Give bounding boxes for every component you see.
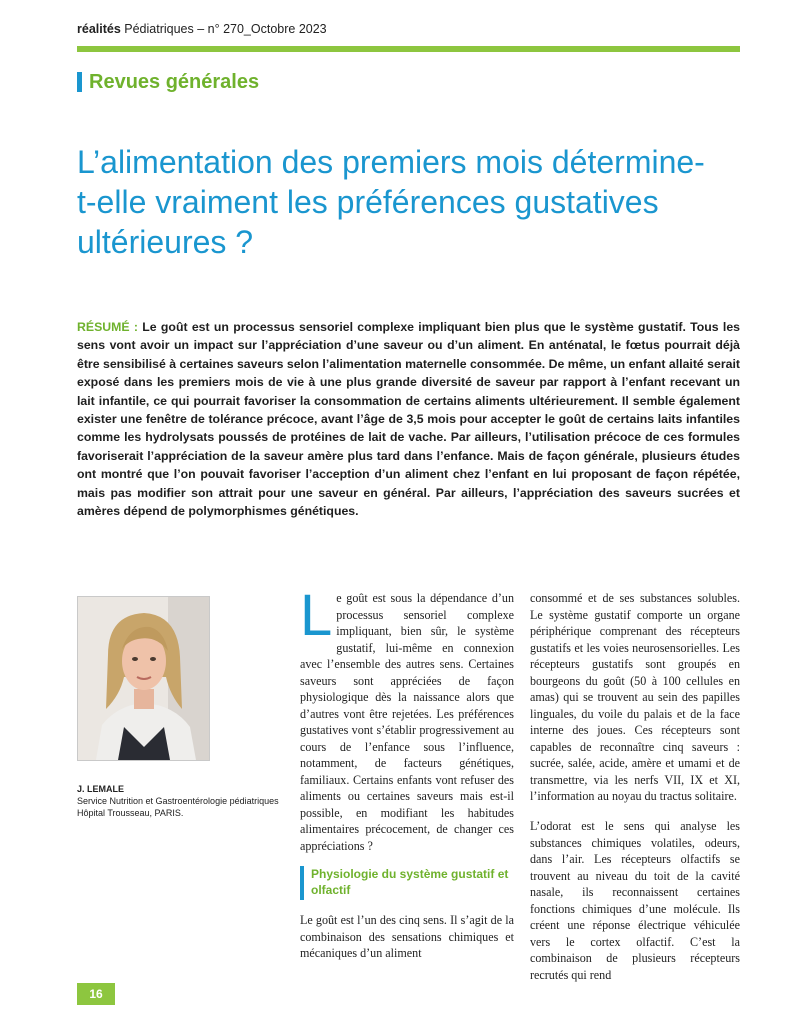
abstract: [77, 318, 740, 520]
author-affiliation-1: Service Nutrition et Gastroentérologie pédiatriques: [77, 796, 279, 806]
body-column-2-continued: [530, 818, 740, 983]
page-number: 16: [77, 983, 115, 1005]
author-portrait-image: [78, 597, 209, 760]
abstract-label: RÉSUMÉ :: [77, 320, 138, 334]
author-affiliation-2: Hôpital Trousseau, PARIS.: [77, 808, 184, 818]
subsection-marker: [300, 866, 304, 900]
body-paragraph: consommé et de ses substances solubles. Le système gustatif comporte un organe périphérique comprenant des récepteurs gustatifs et les voies neurosensorielles. Les récepteurs gustatifs sont groupés en bourgeons du goût (50 à 100 cellules en amas) qui se trouvent au sein des papilles linguales, du voile du palais et de la face interne des joues. Ces récepteurs sont capables de reconnaître cinq saveurs : sucrée, salée, acide, amère et umami et de transmettre, via les nerfs VII, IX et XI, l’information au noyau du tractus solitaire.: [530, 591, 740, 803]
paragraph-text: e goût est sous la dépendance d’un processus sensoriel complexe impliquant, bien sûr, le système gustatif, lui-même en connexion avec l’ensemble des autres sens. Certaines saveurs sont appréciées de façon physiologique dès la naissance alors que d’autres vont être rejetées. Les préférences gustatives vont s’établir progressivement au cours de l’enfance sous l’influence, notamment, de facteurs génétiques, familiaux. Certains enfants vont refuser des aliments ou certaines saveurs mais est-il possible, en modifiant les habitudes alimentaires précocement, de changer ces appréciations ?: [300, 591, 514, 853]
subsection-title: Physiologie du système gustatif et olfactif: [311, 867, 509, 897]
body-paragraph: Le goût est l’un des cinq sens. Il s’agit de la combinaison des sensations chimiques et mécaniques d’un aliment: [300, 913, 514, 960]
body-column-1-continued: [300, 912, 514, 962]
section-label: Revues générales: [89, 70, 260, 93]
drop-cap: L: [300, 583, 333, 648]
top-accent-bar: [77, 46, 740, 52]
abstract-text: Le goût est un processus sensoriel complexe impliquant bien plus que le système gustatif. Tous les sens vont avoir un impact sur l’appréciation d’une saveur ou d’un aliment. En anténatal, le fœtus pourrait déjà être sensibilisé à certaines saveurs selon l’alimentation maternelle consommée. De même, un enfant allaité serait exposé dans les premiers mois de vie à une plus grande diversité de saveur par rapport à l’enfant recevant un lait infantile, ce qui pourrait favoriser la consommation de certains aliments ultérieurement. Il semble également exister une fenêtre de tolérance précoce, avant l’âge de 3,5 mois pour accepter le goût de certains laits infantiles comme les hydrolysats poussés de protéines de lait de vache. Par ailleurs, l’utilisation précoce de ces formules favoriserait l’appréciation de la saveur amère plus tard dans l’enfance. Mais de façon générale, plusieurs études ont montré que l’on pouvait favoriser l’acception d’un aliment chez l’enfant en lui proposant de façon répétée, mais pas modifier son attrait pour une saveur en général. Par ailleurs, l’appréciation des saveurs sucrées et amères dépend de polymorphismes génétiques.: [77, 320, 740, 519]
author-block: [77, 783, 279, 819]
article-title: L’alimentation des premiers mois détermine-t-elle vraiment les préférences gustatives ultérieures ?: [77, 144, 705, 260]
issue-info: Pédiatriques – n° 270_Octobre 2023: [124, 22, 327, 36]
body-column-1: [300, 583, 514, 854]
author-photo: [77, 596, 210, 761]
author-name: J. LEMALE: [77, 784, 125, 794]
journal-name: réalités: [77, 22, 121, 36]
section-marker: [77, 72, 82, 92]
subsection-heading: [300, 866, 514, 900]
section-heading: [77, 70, 259, 94]
body-paragraph: [300, 583, 514, 854]
body-paragraph: L’odorat est le sens qui analyse les substances chimiques volatiles, odeurs, dans l’air. Les récepteurs olfactifs se trouvent au niveau du toit de la cavité nasale, ils reconnaissent certaines fonctions chimiques d’une molécule. Ils créent une réponse électrique véhiculée vers le cortex olfactif. C’est la combinaison de plusieurs récepteurs recrutés qui rend: [530, 819, 740, 982]
running-header: [77, 22, 327, 36]
body-column-2: [530, 590, 740, 805]
